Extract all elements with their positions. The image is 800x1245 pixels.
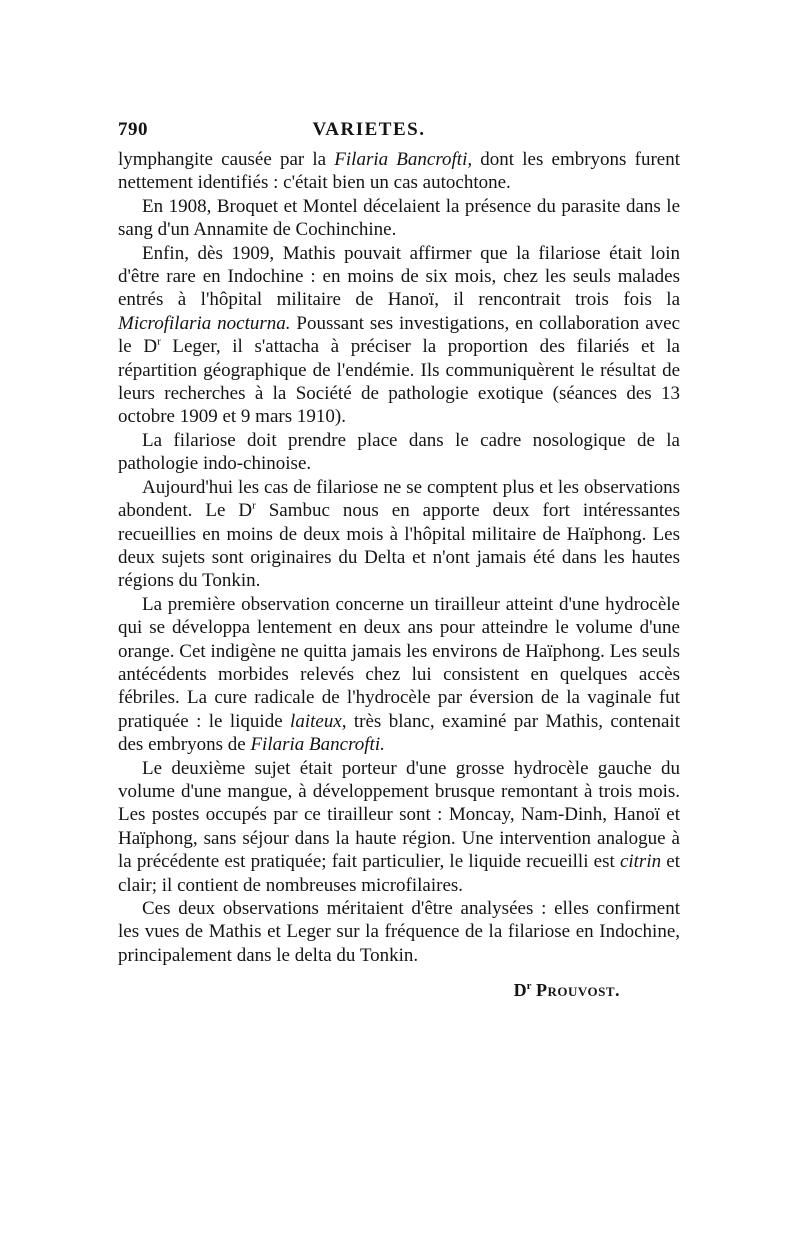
text-run: Poussant ses investigations, en collaboration avec le D xyxy=(118,312,680,358)
text-run: lymphangite causée par la xyxy=(118,149,335,170)
signature-name: Prouvost. xyxy=(535,980,620,1001)
superscript-run: r xyxy=(157,335,161,348)
text-run: Le deuxième sujet était porteur d'une grosse hydrocèle gauche du volume d'une mangue, à développement brusque remontant à trois mois. Les postes occupés par ce tirailleur sont : Moncay, Nam-Dinh, Hanoï et Haïphong, sans séjour dans la haute région. Une intervention analogue à la précédente est pratiquée; fait particulier, le liquide recueilli est xyxy=(118,757,680,873)
italic-run: Filaria Bancrofti, xyxy=(334,149,473,170)
article-body xyxy=(118,148,680,967)
running-head: VARIETES. xyxy=(312,119,426,140)
italic-run: Filaria Bancrofti. xyxy=(250,734,385,756)
signature-title-sup: r xyxy=(526,980,532,993)
paragraph-p5 xyxy=(118,476,680,593)
italic-run: Microfilaria nocturna. xyxy=(118,312,291,334)
text-run: Enfin, dès 1909, Mathis pouvait affirmer que la filariose était loin d'être rare en Indochine : en moins de six mois, chez les seuls malades entrés à l'hôpital militaire de Hanoï, il rencontrait trois fois la xyxy=(118,242,680,311)
text-run: En 1908, Broquet et Montel décelaient la présence du parasite dans le sang d'un Annamite de Cochinchine. xyxy=(118,195,680,241)
text-run: très blanc, examiné par Mathis, contenait des embryons de xyxy=(118,710,680,756)
paragraph-p3 xyxy=(118,242,680,429)
paragraph-p6 xyxy=(118,593,680,757)
paragraph-p2 xyxy=(118,195,680,242)
paragraph-p4 xyxy=(118,429,680,476)
paragraph-p8 xyxy=(118,897,680,967)
paragraph-p7 xyxy=(118,757,680,897)
italic-run: laiteux, xyxy=(290,710,347,732)
text-run: Ces deux observations méritaient d'être analysées : elles confirment les vues de Mathis et Leger sur la fréquence de la filariose en Indochine, principalement dans le delta du Tonkin. xyxy=(118,898,680,966)
page-header xyxy=(118,118,680,148)
text-run: Leger, il s'attacha à préciser la proportion des filariés et la répartition géographique de l'endémie. Ils communiquèrent le résultat de leurs recherches à la Société de pathologie exotique (séances des 13 octobre 1909 et 9 mars 1910). xyxy=(118,336,680,428)
text-run: La première observation concerne un tirailleur atteint d'une hydrocèle qui se développa lentement en deux ans pour atteindre le volume d'une orange. Cet indigène ne quitta jamais les environs de Haïphong. Les seuls antécédents morbides relevés chez lui consistent en quelques accès fébriles. La cure radicale de l'hydrocèle par éversion de la vaginale fut pratiquée : le liquide xyxy=(118,593,680,732)
signature-title: D xyxy=(513,980,527,1001)
italic-run: citrin xyxy=(619,851,662,873)
text-run: Aujourd'hui les cas de filariose ne se comptent plus et les observations abondent. Le D xyxy=(118,476,680,522)
paragraph-p1 xyxy=(118,148,680,195)
superscript-run: r xyxy=(252,499,256,512)
signature xyxy=(118,979,680,1002)
text-run: La filariose doit prendre place dans le cadre nosologique de la pathologie indo-chinoise. xyxy=(118,429,680,475)
page-number: 790 xyxy=(118,119,148,140)
text-run: dont les embryons furent nettement identifiés : c'était bien un cas autochtone. xyxy=(118,149,680,194)
text-run: et clair; il contient de nombreuses microfilaires. xyxy=(118,851,680,896)
text-run: Sambuc nous en apporte deux fort intéressantes recueillies en moins de deux mois à l'hôpital militaire de Haïphong. Les deux sujets sont originaires du Delta et n'ont jamais été dans les hautes régions du Tonkin. xyxy=(118,500,680,592)
document-page xyxy=(118,118,680,1003)
